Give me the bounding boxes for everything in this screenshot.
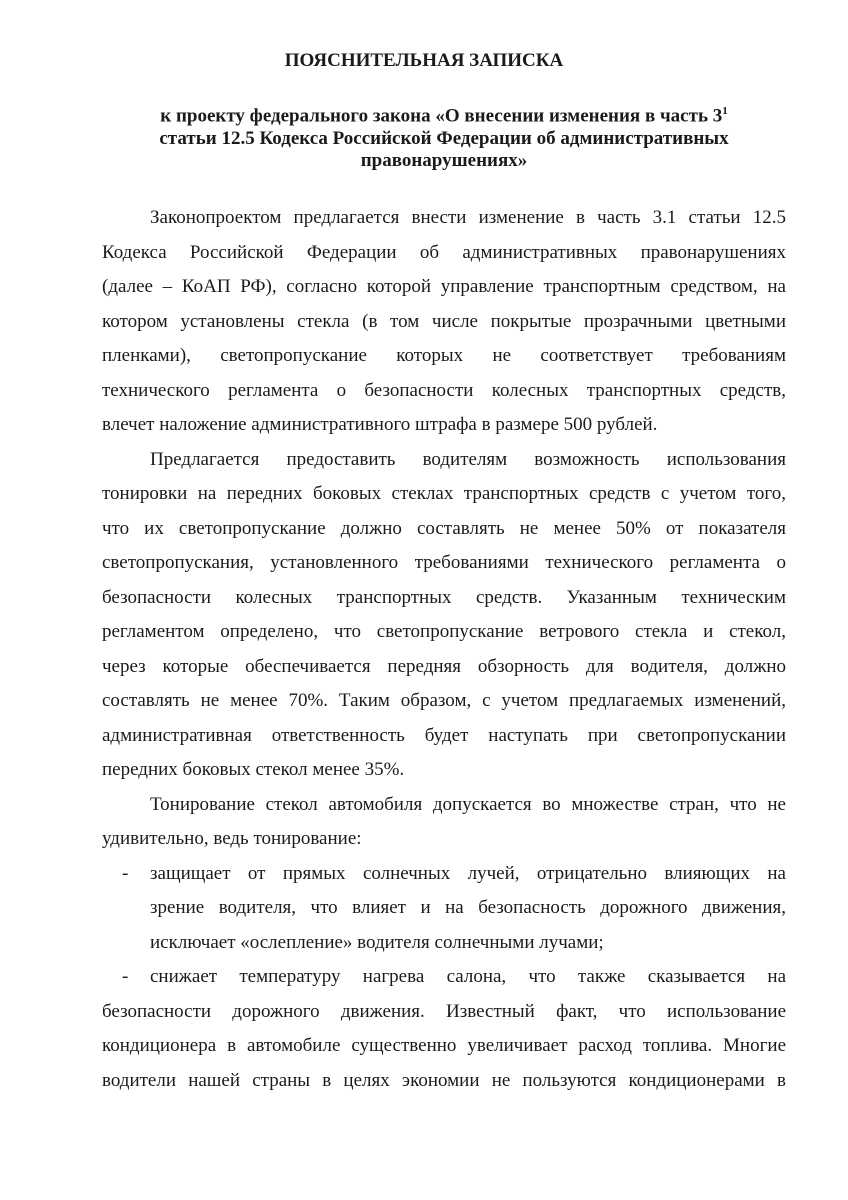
- bullet-dash: -: [122, 966, 129, 987]
- subtitle-line-3: правонарушениях»: [360, 150, 528, 172]
- text-line: [102, 684, 786, 719]
- text-line: [102, 408, 786, 443]
- document-body: [102, 201, 786, 1098]
- text-line: [102, 857, 786, 892]
- line-text: передних боковых стекол менее 35%.: [102, 759, 405, 780]
- text-line: [102, 960, 786, 995]
- line-text: Тонирование стекол автомобиля допускается во множестве стран, что не: [150, 793, 786, 815]
- text-line: [102, 305, 786, 340]
- text-line: [102, 1029, 786, 1064]
- text-line: [102, 995, 786, 1030]
- subtitle-line-1: к проекту федерального закона «О внесении изменения в часть 3: [160, 105, 723, 127]
- text-line: [102, 926, 786, 961]
- paragraph: [102, 788, 786, 857]
- line-text: регламентом определено, что светопропускание ветрового стекла и стекол,: [102, 621, 786, 642]
- text-line: [102, 374, 786, 409]
- line-text: безопасности дорожного движения. Известный факт, что использование: [102, 1000, 786, 1022]
- bullet-dash: -: [122, 862, 129, 884]
- line-text: котором установлены стекла (в том числе покрытые прозрачными цветными: [102, 310, 786, 332]
- bullet-item: [102, 960, 786, 1098]
- line-text: административная ответственность будет наступать при светопропускании: [102, 724, 786, 746]
- text-line: [102, 339, 786, 374]
- line-text: Кодекса Российской Федерации об административных правонарушениях: [102, 241, 786, 263]
- text-line: [102, 201, 786, 236]
- line-text: исключает «ослепление» водителя солнечными лучами;: [150, 931, 604, 953]
- paragraph: [102, 201, 786, 443]
- subtitle-superscript: 1: [722, 105, 728, 117]
- text-line: [102, 615, 786, 650]
- line-text: удивительно, ведь тонирование:: [102, 828, 362, 849]
- document-subtitle: [100, 100, 788, 173]
- line-text: безопасности колесных транспортных средств. Указанным техническим: [102, 586, 786, 608]
- text-line: [102, 581, 786, 616]
- line-text: технического регламента о безопасности колесных транспортных средств,: [102, 379, 786, 401]
- line-text: что их светопропускание должно составлять не менее 50% от показателя: [102, 517, 786, 539]
- paragraph: [102, 443, 786, 788]
- line-text: защищает от прямых солнечных лучей, отрицательно влияющих на: [150, 862, 786, 884]
- line-text: светопропускания, установленного требованиями технического регламента о: [102, 552, 786, 573]
- line-text: составлять не менее 70%. Таким образом, с учетом предлагаемых изменений,: [102, 690, 786, 711]
- text-line: [102, 443, 786, 478]
- bullet-item: [102, 857, 786, 961]
- text-line: [102, 236, 786, 271]
- text-line: [102, 512, 786, 547]
- line-text: влечет наложение административного штрафа в размере 500 рублей.: [102, 414, 658, 435]
- text-line: [102, 1064, 786, 1099]
- text-line: [102, 546, 786, 581]
- line-text: (далее – КоАП РФ), согласно которой управление транспортным средством, на: [102, 276, 786, 297]
- line-text: снижает температуру нагрева салона, что также сказывается на: [150, 966, 786, 987]
- line-text: через которые обеспечивается передняя обзорность для водителя, должно: [102, 655, 786, 677]
- text-line: [102, 270, 786, 305]
- text-line: [102, 719, 786, 754]
- text-line: [102, 477, 786, 512]
- line-text: тонировки на передних боковых стеклах транспортных средств с учетом того,: [102, 483, 786, 504]
- subtitle-line-2: статьи 12.5 Кодекса Российской Федерации об административных: [159, 127, 729, 149]
- text-line: [102, 753, 786, 788]
- line-text: водители нашей страны в целях экономии не пользуются кондиционерами в: [102, 1069, 786, 1091]
- text-line: [102, 891, 786, 926]
- line-text: пленками), светопропускание которых не соответствует требованиям: [102, 345, 786, 366]
- text-line: [102, 650, 786, 685]
- text-line: [102, 822, 786, 857]
- line-text: Предлагается предоставить водителям возможность использования: [150, 448, 786, 470]
- line-text: кондиционера в автомобиле существенно увеличивает расход топлива. Многие: [102, 1035, 786, 1056]
- document-title: ПОЯСНИТЕЛЬНАЯ ЗАПИСКА: [284, 50, 564, 71]
- line-text: зрение водителя, что влияет и на безопасность дорожного движения,: [150, 897, 786, 918]
- line-text: Законопроектом предлагается внести изменение в часть 3.1 статьи 12.5: [150, 207, 786, 228]
- text-line: [102, 788, 786, 823]
